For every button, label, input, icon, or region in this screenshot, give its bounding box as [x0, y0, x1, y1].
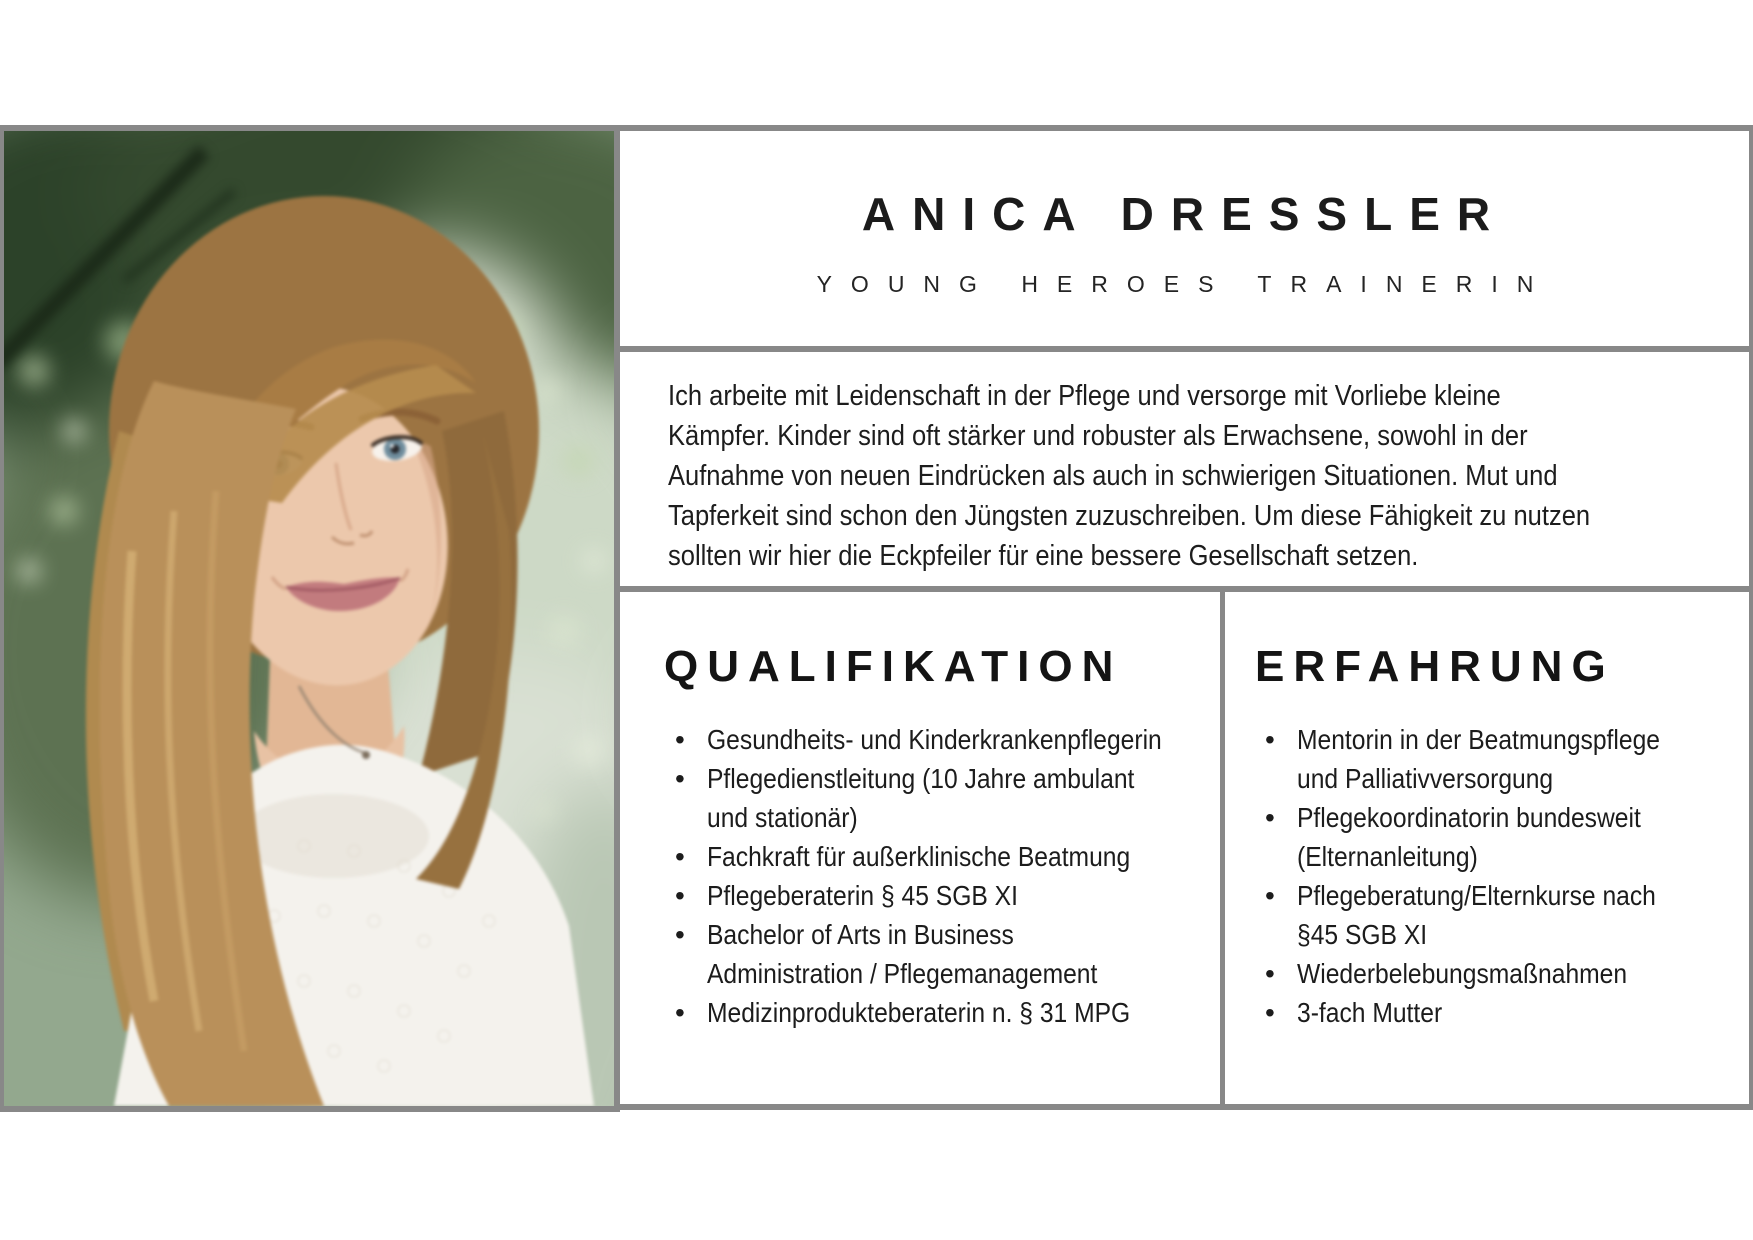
list-item-text: Medizinprodukteberaterin n. § 31 MPG	[707, 997, 1131, 1028]
profile-subtitle: YOUNG HEROES TRAINERIN	[816, 271, 1553, 297]
list-item	[675, 720, 1224, 759]
bullet-icon: •	[1265, 880, 1275, 911]
bullet-icon: •	[675, 880, 685, 911]
text-line: Kämpfer. Kinder sind oft stärker und robuster als Erwachsene, sowohl in der	[668, 420, 1528, 452]
bullet-icon: •	[675, 919, 685, 950]
list-item-text: Wiederbelebungsmaßnahmen	[1297, 958, 1628, 989]
text-line: Ich arbeite mit Leidenschaft in der Pflege und versorge mit Vorliebe kleine	[668, 380, 1501, 412]
list-item-text: 3-fach Mutter	[1297, 997, 1443, 1028]
text-line: sollten wir hier die Eckpfeiler für eine bessere Gesellschaft setzen.	[668, 540, 1419, 572]
list-item	[675, 993, 1224, 1032]
list-item-text: Pflegekoordinatorin bundesweit (Elternanleitung)	[1297, 802, 1641, 872]
qualifications-box	[620, 592, 1225, 1110]
woman-portrait-illustration	[4, 131, 614, 1106]
bullet-icon: •	[1265, 997, 1275, 1028]
list-item	[1265, 993, 1709, 1032]
experience-box	[1225, 592, 1753, 1110]
list-item	[675, 759, 1224, 837]
list-item	[1265, 876, 1709, 954]
list-item-text: Bachelor of Arts in Business Administration / Pflegemanagement	[707, 919, 1098, 989]
list-item	[675, 837, 1224, 876]
list-item-text: Gesundheits- und Kinderkrankenpflegerin	[707, 724, 1162, 755]
experience-list	[1265, 720, 1709, 1032]
qualifications-list	[675, 720, 1224, 1032]
profile-name: ANICA DRESSLER	[861, 188, 1508, 240]
list-item	[1265, 798, 1709, 876]
bullet-icon: •	[675, 763, 685, 794]
bullet-icon: •	[1265, 802, 1275, 833]
list-item	[1265, 720, 1709, 798]
list-item	[675, 876, 1224, 915]
list-item-text: Pflegeberatung/Elternkurse nach §45 SGB XI	[1297, 880, 1656, 950]
text-line: Tapferkeit sind schon den Jüngsten zuzuschreiben. Um diese Fähigkeit zu nutzen	[668, 500, 1591, 532]
bullet-icon: •	[1265, 958, 1275, 989]
bullet-icon: •	[675, 841, 685, 872]
portrait-photo	[0, 125, 620, 1112]
list-item-text: Fachkraft für außerklinische Beatmung	[707, 841, 1131, 872]
bio-text	[668, 376, 1590, 576]
qualifications-heading: QUALIFIKATION	[664, 642, 1123, 691]
list-item-text: Pflegeberaterin § 45 SGB XI	[707, 880, 1018, 911]
bullet-icon: •	[1265, 724, 1275, 755]
list-item	[1265, 954, 1709, 993]
experience-heading: ERFAHRUNG	[1255, 642, 1615, 691]
name-box	[620, 125, 1753, 352]
list-item	[675, 915, 1224, 993]
bullet-icon: •	[675, 724, 685, 755]
list-item-text: Mentorin in der Beatmungspflege und Palliativversorgung	[1297, 724, 1660, 794]
list-item-text: Pflegedienstleitung (10 Jahre ambulant und stationär)	[707, 763, 1135, 833]
bio-box	[620, 352, 1753, 592]
bullet-icon: •	[675, 997, 685, 1028]
text-line: Aufnahme von neuen Eindrücken als auch in schwierigen Situationen. Mut und	[668, 460, 1558, 492]
